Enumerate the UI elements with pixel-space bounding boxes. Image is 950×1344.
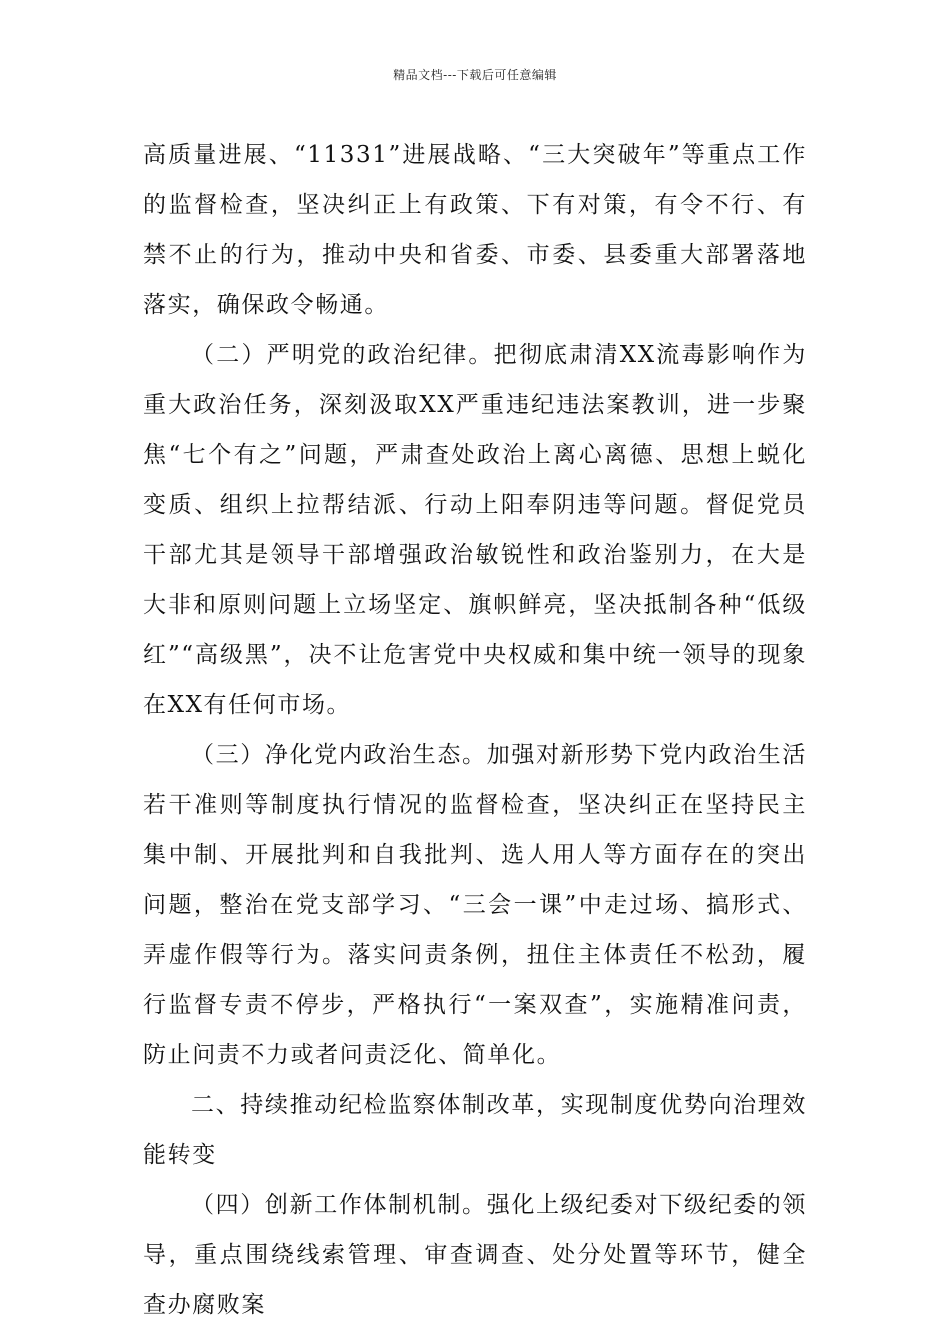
paragraph-continuation: 高质量进展、“11331”进展战略、“三大突破年”等重点工作的监督检查，坚决纠正上有政策、下有对策，有令不行、有禁不止的行为，推动中央和省委、市委、县委重大部署落地落实，确保政令畅通。 [143, 142, 807, 318]
paragraph-political-ecology: （三）净化党内政治生态。加强对新形势下党内政治生活若干准则等制度执行情况的监督检查，坚决纠正在坚持民主集中制、开展批判和自我批判、选人用人等方面存在的突出问题，整治在党支部学习、“三会一课”中走过场、搞形式、弄虚作假等行为。落实问责条例，扭住主体责任不松劲，履行监督专责不停步，严格执行“一案双查”，实施精准问责，防止问责不力或者问责泛化、简单化。 [143, 742, 807, 1068]
document-body [143, 130, 807, 1330]
page-header: 精品文档---下载后可任意编辑 [393, 68, 557, 82]
paragraph-innovation-mechanism: （四）创新工作体制机制。强化上级纪委对下级纪委的领导，重点围绕线索管理、审查调查、处分处置等环节，健全查办腐败案 [143, 1192, 807, 1318]
section-heading-reform: 二、持续推动纪检监察体制改革，实现制度优势向治理效能转变 [143, 1092, 807, 1168]
paragraph-political-discipline: （二）严明党的政治纪律。把彻底肃清XX流毒影响作为重大政治任务，深刻汲取XX严重违纪违法案教训，进一步聚焦“七个有之”问题，严肃查处政治上离心离德、思想上蜕化变质、组织上拉帮结派、行动上阳奉阴违等问题。督促党员干部尤其是领导干部增强政治敏锐性和政治鉴别力，在大是大非和原则问题上立场坚定、旗帜鲜亮，坚决抵制各种“低级红”“高级黑”，决不让危害党中央权威和集中统一领导的现象在XX有任何市场。 [143, 342, 807, 718]
